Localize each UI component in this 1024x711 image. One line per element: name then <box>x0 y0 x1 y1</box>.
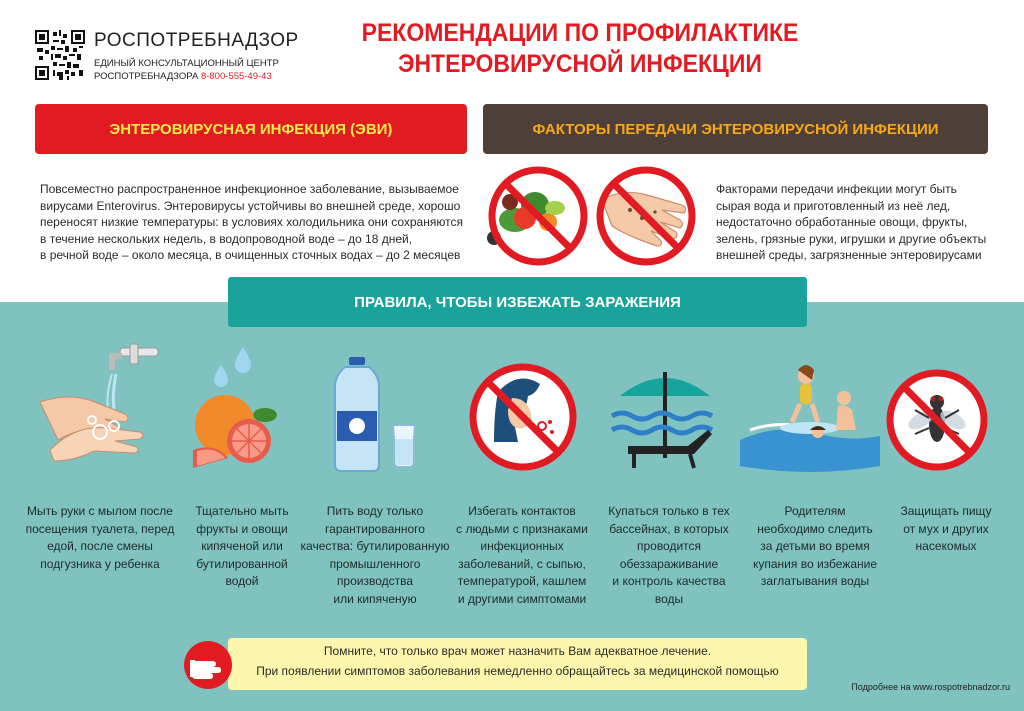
rule-line: или кипяченую <box>333 591 417 606</box>
rule-line: гарантированного <box>325 521 425 536</box>
no-sick-contact-icon <box>468 362 578 472</box>
rule-line: бассейнах, в которых <box>609 521 729 536</box>
rule-line: и другими симптомами <box>457 591 587 606</box>
rule-line: проводится <box>636 539 702 553</box>
rule-children-swimming-text <box>744 503 886 591</box>
rule-line: и контроль качества <box>612 574 726 588</box>
infection-text-line: Повсеместно распространенное инфекционное заболевание, вызываемое <box>40 182 459 196</box>
no-dirty-hands-icon <box>600 170 692 262</box>
rule-line: Мыть руки с мылом после <box>27 504 173 518</box>
no-flies-icon <box>885 368 990 473</box>
factors-description <box>716 181 1011 264</box>
factors-section-header: ФАКТОРЫ ПЕРЕДАЧИ ЭНТЕРОВИРУСНОЙ ИНФЕКЦИИ <box>483 104 988 154</box>
rule-line: обеззараживание <box>619 556 719 571</box>
infection-description <box>40 181 480 264</box>
rule-line: промышленного <box>329 556 421 571</box>
page-title-line2: ЭНТЕРОВИРУСНОЙ ИНФЕКЦИИ <box>398 50 762 78</box>
rule-line: заглатывания воды <box>760 574 870 588</box>
rule-line: кипяченой или <box>201 539 283 553</box>
children-swimming-icon <box>740 360 880 475</box>
pointing-hand-icon <box>184 641 232 689</box>
rule-line: производства <box>336 574 414 588</box>
rule-line: Родителям <box>784 504 846 518</box>
rule-no-sick-contact-text <box>448 503 596 608</box>
rule-line: Избегать контактов <box>468 504 576 518</box>
rule-line: температурой, кашлем <box>457 574 587 588</box>
rule-line: Защищать пищу <box>900 504 992 518</box>
infection-text-line: переносят низкие температуры: в условиях холодильника они сохраняются <box>40 215 463 230</box>
rule-line: бутилированной <box>196 556 288 571</box>
infection-text-line: в течение нескольких недель, в водопроводной воде – до 18 дней, <box>40 231 413 246</box>
rule-bottled-water-text <box>299 503 451 608</box>
beach-pool-icon <box>610 358 720 473</box>
rule-line: инфекционных <box>480 539 564 553</box>
notice-line-2: При появлении симптомов заболевания немедленно обращайтесь за медицинской помощью <box>256 664 779 678</box>
page-title-line1: РЕКОМЕНДАЦИИ ПО ПРОФИЛАКТИКЕ <box>361 19 799 47</box>
rule-line: фрукты и овощи <box>196 521 288 536</box>
infection-section-header: ЭНТЕРОВИРУСНАЯ ИНФЕКЦИЯ (ЭВИ) <box>35 104 467 154</box>
rule-line: Тщательно мыть <box>195 504 289 518</box>
factors-text-line: недостаточно обработанные овощи, фрукты, <box>716 215 968 230</box>
rule-pool-text <box>598 503 740 608</box>
rule-line: насекомых <box>915 539 977 553</box>
rules-section-header: ПРАВИЛА, ЧТОБЫ ИЗБЕЖАТЬ ЗАРАЖЕНИЯ <box>228 277 807 327</box>
factors-text-line: сырая вода и приготовленный из неё лед, <box>716 198 951 213</box>
infection-text-line: в речной воде – около месяца, в очищенных сточных водах – до 2 месяцев <box>40 248 461 263</box>
rule-line: заболеваний, с сыпью, <box>458 556 586 571</box>
rule-line: воды <box>654 591 684 606</box>
rule-line: за детьми во время <box>760 539 870 553</box>
rule-line: качества: бутилированную <box>300 539 450 553</box>
rule-line: водой <box>225 574 259 588</box>
rule-line: посещения туалета, перед <box>25 521 175 536</box>
rule-no-flies-text <box>886 503 1006 556</box>
rule-line: подгузника у ребенка <box>40 556 160 571</box>
rule-line: Купаться только в тех <box>608 504 730 518</box>
rule-line: с людьми с признаками <box>456 521 588 536</box>
factors-text-line: зелень, грязные руки, игрушки и другие объекты <box>716 231 987 246</box>
org-name: РОСПОТРЕБНАДЗОР <box>94 30 299 51</box>
infection-text-line: вирусами Enterovirus. Энтеровирусы устойчивы во внешней среде, хорошо <box>40 198 461 213</box>
notice-line-1: Помните, что только врач может назначить Вам адекватное лечение. <box>323 644 712 658</box>
rule-line: необходимо следить <box>757 521 873 536</box>
contact-center-label: ЕДИНЫЙ КОНСУЛЬТАЦИОННЫЙ ЦЕНТР <box>94 58 279 69</box>
contact-center-org-line <box>94 71 272 82</box>
rule-line: едой, после смены <box>47 539 153 553</box>
factors-text-line: внешней среды, загрязненные энтеровирусами <box>716 248 982 263</box>
rule-handwashing-text <box>18 503 182 573</box>
no-raw-vegetables-icon <box>487 170 584 262</box>
factors-text-line: Факторами передачи инфекции могут быть <box>716 182 957 196</box>
hotline-phone: 8-800-555-49-43 <box>200 71 272 82</box>
qr-code-icon <box>35 30 85 80</box>
rule-fruit-washing-text <box>180 503 304 591</box>
transmission-factors-illustration <box>480 160 705 270</box>
rule-line: от мух и других <box>903 521 989 536</box>
handwashing-icon <box>30 340 170 480</box>
rule-line: Пить воду только <box>326 504 424 518</box>
rule-line: купания во избежание <box>752 556 878 571</box>
contact-center-org: РОСПОТРЕБНАДЗОРА <box>94 71 199 82</box>
page-title <box>322 18 837 80</box>
bottled-water-icon <box>325 355 425 475</box>
more-info-link[interactable]: Подробнее на www.rospotrebnadzor.ru <box>851 682 1010 692</box>
fruit-washing-icon <box>183 345 293 475</box>
